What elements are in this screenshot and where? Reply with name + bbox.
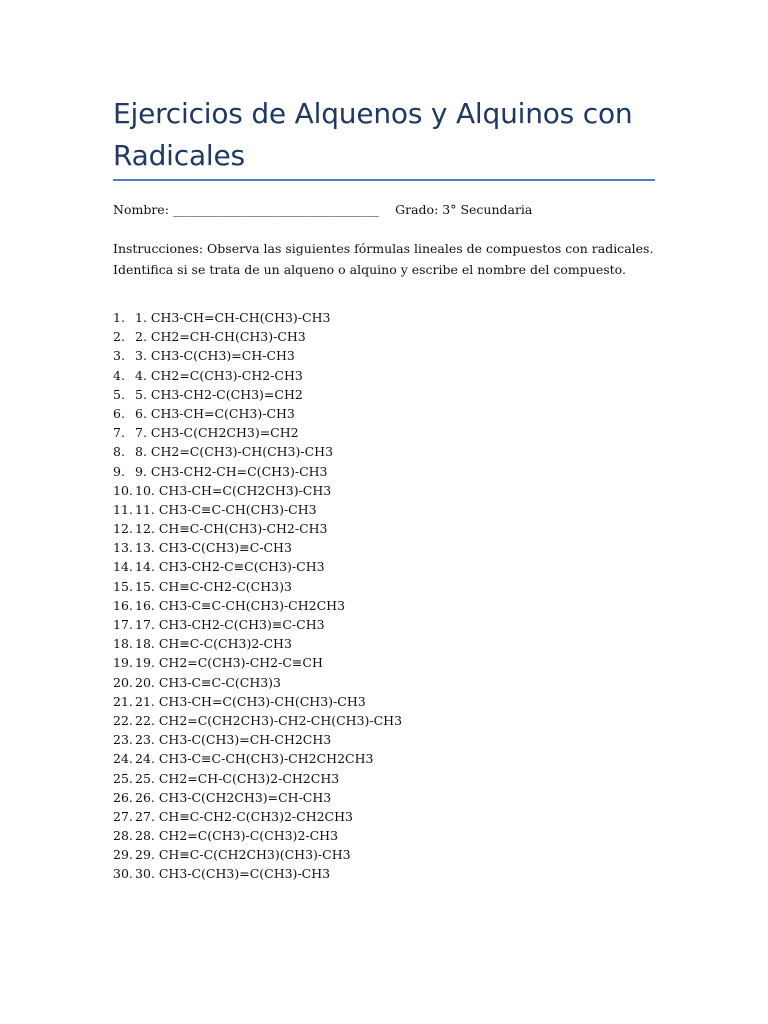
list-item-number: 17. [113,617,133,632]
list-item-formula: 30. CH3-C(CH3)=C(CH3)-CH3 [135,866,331,882]
list-item-formula: 29. CH≡C-C(CH2CH3)(CH3)-CH3 [135,847,351,863]
list-item [113,327,402,346]
list-item-formula: 27. CH≡C-CH2-C(CH3)2-CH2CH3 [135,808,353,824]
list-item-number: 24. [113,751,133,767]
list-item-number: 30. [113,866,133,882]
list-item-number: 25. [113,770,133,786]
list-item [113,730,402,749]
list-item [113,634,402,653]
list-item-number: 29. [113,847,133,863]
nombre-field-label: Nombre: _________________________________ [113,202,380,217]
list-item [113,845,402,864]
list-item [113,749,402,768]
list-item-number: 2. [113,329,125,345]
list-item-formula: 23. CH3-C(CH3)=CH-CH2CH3 [135,732,332,748]
list-item-number: 1. [113,310,125,325]
list-item-formula: 19. CH2=C(CH3)-CH2-C≡CH [135,655,323,671]
grado-label: Grado: 3° Secundaria [395,202,533,217]
list-item-number: 16. [113,597,133,613]
list-item-formula: 8. CH2=C(CH3)-CH(CH3)-CH3 [135,444,334,460]
list-item-number: 26. [113,789,133,805]
list-item-formula: 21. CH3-CH=C(CH3)-CH(CH3)-CH3 [135,693,366,709]
list-item-number: 7. [113,425,125,441]
list-item [113,864,402,883]
title-underline-rule [113,179,655,181]
list-item-formula: 20. CH3-C≡C-C(CH3)3 [135,674,282,690]
list-item-number: 19. [113,655,133,671]
list-item-formula: 2. CH2=CH-CH(CH3)-CH3 [135,329,306,345]
list-item-number: 5. [113,386,125,402]
list-item [113,807,402,826]
list-item-formula: 9. CH3-CH2-CH=C(CH3)-CH3 [135,463,328,479]
list-item-formula: 3. CH3-C(CH3)=CH-CH3 [135,348,295,364]
list-item [113,519,402,538]
list-item-number: 20. [113,674,133,690]
list-item [113,346,402,365]
list-item-formula: 1. CH3-CH=CH-CH(CH3)-CH3 [135,310,331,325]
list-item-formula: 6. CH3-CH=C(CH3)-CH3 [135,405,295,421]
list-item-formula: 14. CH3-CH2-C≡C(CH3)-CH3 [135,559,325,575]
list-item-number: 11. [113,501,133,517]
list-item [113,442,402,461]
list-item-formula: 22. CH2=C(CH2CH3)-CH2-CH(CH3)-CH3 [135,712,403,728]
list-item [113,557,402,576]
list-item [113,577,402,596]
list-item [113,481,402,500]
list-item-formula: 17. CH3-CH2-C(CH3)≡C-CH3 [135,617,325,632]
list-item-formula: 15. CH≡C-CH2-C(CH3)3 [135,578,292,594]
list-item-number: 9. [113,463,125,479]
list-item [113,500,402,519]
list-item-formula: 26. CH3-C(CH2CH3)=CH-CH3 [135,789,332,805]
list-item [113,826,402,845]
instructions-paragraph: Instrucciones: Observa las siguientes fórmulas lineales de compuestos con radicales. Identifica si se trata de un alqueno o alquino y escribe el nombre del compuesto. [113,241,654,277]
list-item-number: 10. [113,482,133,498]
list-item [113,385,402,404]
list-item-formula: 25. CH2=CH-C(CH3)2-CH2CH3 [135,770,340,786]
list-item-formula: 18. CH≡C-C(CH3)2-CH3 [135,636,292,652]
list-item [113,423,402,442]
list-item [113,462,402,481]
list-item-number: 13. [113,540,133,556]
list-item-number: 8. [113,444,125,460]
list-item [113,653,402,672]
list-item-number: 23. [113,732,133,748]
list-item-formula: 5. CH3-CH2-C(CH3)=CH2 [135,386,303,402]
exercise-list [113,308,402,884]
list-item [113,673,402,692]
list-item-number: 6. [113,405,125,421]
list-item [113,788,402,807]
list-item-formula: 12. CH≡C-CH(CH3)-CH2-CH3 [135,521,328,537]
list-item-number: 18. [113,636,133,652]
list-item [113,596,402,615]
list-item [113,711,402,730]
student-info-line [113,201,532,219]
list-item-formula: 16. CH3-C≡C-CH(CH3)-CH2CH3 [135,597,346,613]
list-item [113,404,402,423]
list-item-formula: 10. CH3-CH=C(CH2CH3)-CH3 [135,482,332,498]
page-title: Ejercicios de Alquenos y Alquinos con Radicales [113,97,633,172]
list-item-number: 21. [113,693,133,709]
list-item-number: 28. [113,828,133,844]
list-item-number: 15. [113,578,133,594]
list-item [113,366,402,385]
list-item-number: 3. [113,348,125,364]
list-item-formula: 24. CH3-C≡C-CH(CH3)-CH2CH2CH3 [135,751,374,767]
list-item [113,615,402,634]
list-item-formula: 28. CH2=C(CH3)-C(CH3)2-CH3 [135,828,339,844]
list-item-formula: 11. CH3-C≡C-CH(CH3)-CH3 [135,501,317,517]
list-item-formula: 13. CH3-C(CH3)≡C-CH3 [135,540,292,556]
list-item-number: 22. [113,712,133,728]
list-item [113,769,402,788]
list-item-formula: 4. CH2=C(CH3)-CH2-CH3 [135,367,303,383]
list-item-number: 27. [113,808,133,824]
list-item [113,538,402,557]
list-item [113,308,402,327]
list-item-number: 14. [113,559,133,575]
list-item-number: 12. [113,521,133,537]
list-item [113,692,402,711]
list-item-number: 4. [113,367,125,383]
list-item-formula: 7. CH3-C(CH2CH3)=CH2 [135,425,299,441]
